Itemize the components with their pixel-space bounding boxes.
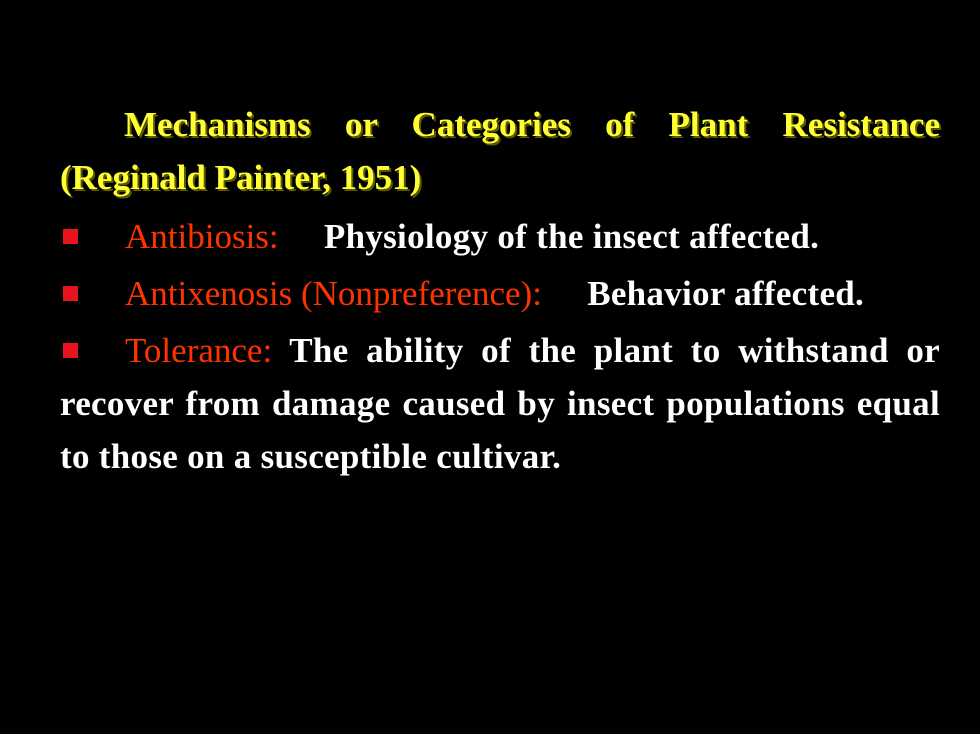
square-bullet-icon bbox=[63, 343, 78, 358]
term-antibiosis: Antibiosis: bbox=[125, 217, 279, 256]
list-item-antibiosis bbox=[60, 210, 940, 263]
term-tolerance: Tolerance: bbox=[125, 331, 273, 370]
square-bullet-icon bbox=[63, 229, 78, 244]
square-bullet-icon bbox=[63, 286, 78, 301]
slide-title: Mechanisms or Categories of Plant Resistance (Reginald Painter, 1951) bbox=[60, 105, 940, 197]
term-antixenosis: Antixenosis (Nonpreference): bbox=[125, 274, 542, 313]
description-antixenosis: Behavior affected. bbox=[587, 274, 865, 313]
slide-content bbox=[60, 98, 940, 483]
description-tolerance: The ability of the plant to withstand or recover from damage caused by insect populations equal to those on a susceptible cultivar. bbox=[60, 331, 940, 476]
list-item-antixenosis bbox=[60, 267, 940, 320]
description-antibiosis: Physiology of the insect affected. bbox=[323, 217, 820, 256]
list-item-tolerance bbox=[60, 324, 940, 483]
